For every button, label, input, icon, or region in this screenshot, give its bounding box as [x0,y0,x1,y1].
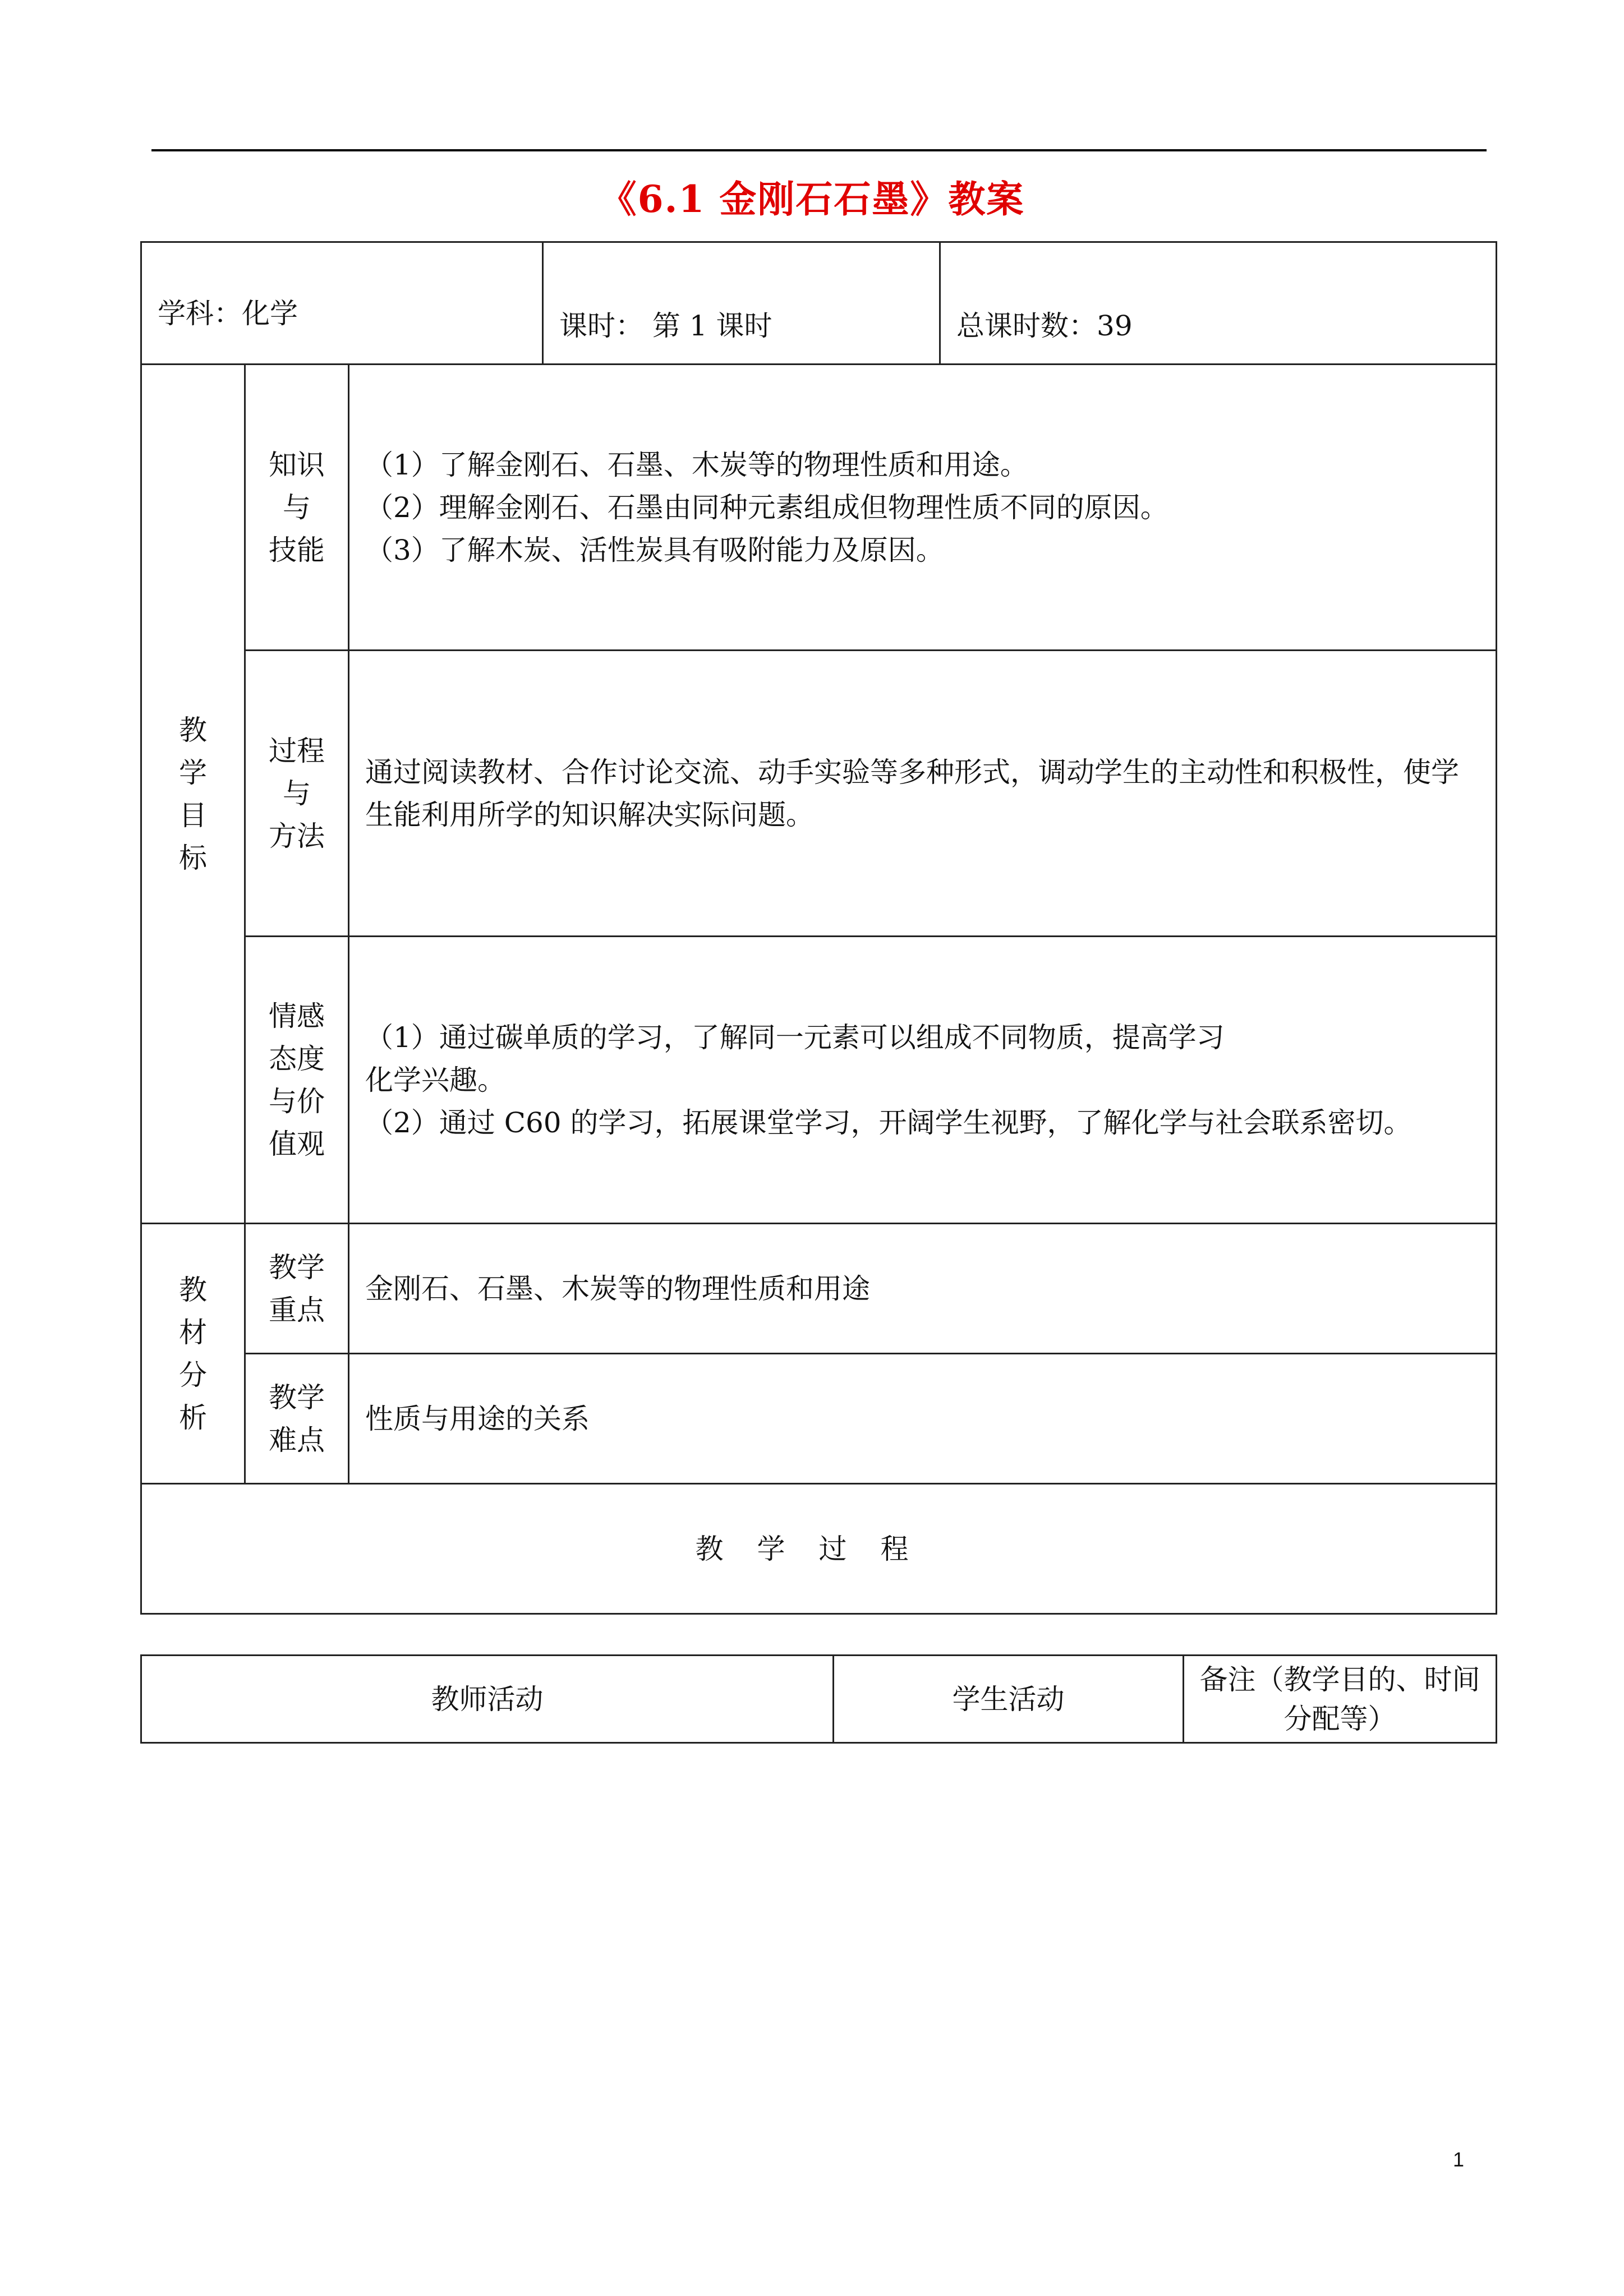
process-heading-row [141,1484,1497,1614]
analysis-group-label: 教 材 分 析 [141,1224,245,1484]
activity-table [140,1654,1497,1744]
header-rule [151,149,1487,151]
analysis-content-key: 金刚石、石墨、木炭等的物理性质和用途 [349,1224,1497,1354]
objective-row-process [141,651,1497,937]
total-lessons-cell: 总课时数：39 [940,242,1497,365]
objective-label-process: 过程 与 方法 [245,651,349,937]
objective-row-knowledge [141,365,1497,651]
objective-row-emotion [141,937,1497,1224]
objective-content-knowledge: （1）了解金刚石、石墨、木炭等的物理性质和用途。 （2）理解金刚石、石墨由同种元素组成但物理性质不同的原因。 （3）了解木炭、活性炭具有吸附能力及原因。 [349,365,1497,651]
analysis-label-key: 教学 重点 [245,1224,349,1354]
lesson-plan-table [140,241,1497,1615]
activity-header-row [141,1656,1497,1743]
process-heading: 教学过程 [695,1532,942,1565]
notes-header: 备注（教学目的、时间 分配等） [1184,1656,1497,1743]
document-title: 《6.1 金刚石石墨》教案 [599,177,1025,221]
objectives-group-label: 教 学 目 标 [141,365,245,1224]
page-number: 1 [1453,2148,1465,2171]
teacher-activity-header: 教师活动 [141,1656,834,1743]
objective-label-emotion: 情感 态度 与价 值观 [245,937,349,1224]
analysis-row-difficulty [141,1354,1497,1484]
analysis-label-difficulty: 教学 难点 [245,1354,349,1484]
objective-content-emotion: （1）通过碳单质的学习，了解同一元素可以组成不同物质，提高学习 化学兴趣。 （2）通过 C60 的学习，拓展课堂学习，开阔学生视野，了解化学与社会联系密切。 [349,937,1497,1224]
lesson-cell: 课时： 第 1 课时 [543,242,940,365]
objective-label-knowledge: 知识 与 技能 [245,365,349,651]
analysis-row-key [141,1224,1497,1354]
objective-content-process: 通过阅读教材、合作讨论交流、动手实验等多种形式，调动学生的主动性和积极性，使学 生能利用所学的知识解决实际问题。 [349,651,1497,937]
subject-cell: 学科：化学 [141,242,543,365]
analysis-content-difficulty: 性质与用途的关系 [349,1354,1497,1484]
info-row [141,242,1497,365]
student-activity-header: 学生活动 [834,1656,1184,1743]
